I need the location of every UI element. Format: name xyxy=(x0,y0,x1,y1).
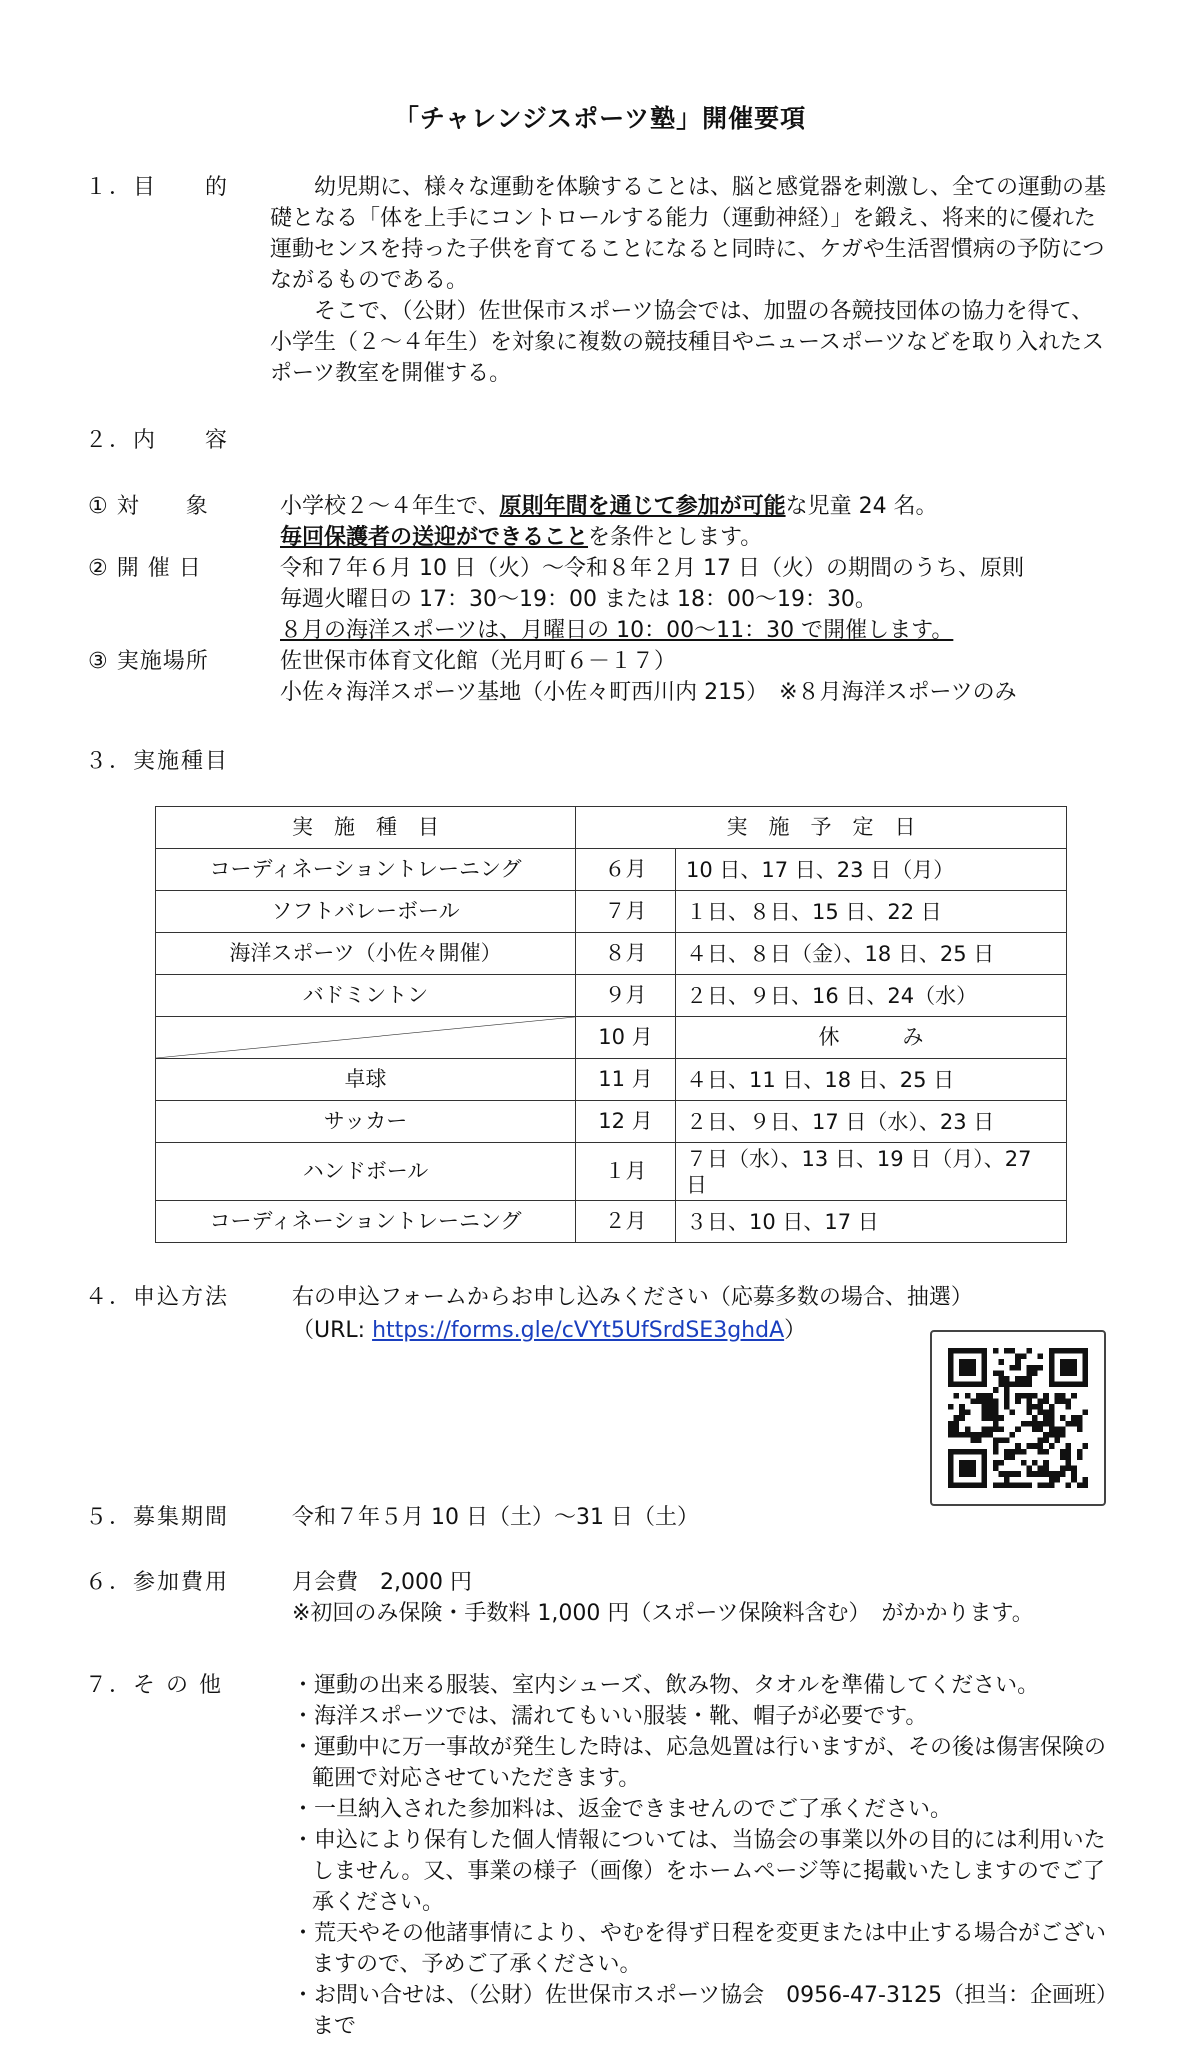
table-row xyxy=(156,1101,1067,1143)
qr-code-icon xyxy=(948,1348,1088,1488)
section-3-label: ３．実施種目 xyxy=(85,749,230,774)
section-6-label: ６．参加費用 xyxy=(85,1570,230,1595)
date-label: ② 開 催 日 xyxy=(88,556,202,581)
date-line-3: ８月の海洋スポーツは、月曜日の 10：00～11：30 で開催します。 xyxy=(280,618,954,643)
row-days: ４日、11 日、18 日、25 日 xyxy=(676,1059,1067,1101)
place-label: ③ 実施場所 xyxy=(88,649,209,674)
list-item: ・運動中に万一事故が発生した時は、応急処置は行いますが、その後は傷害保険の範囲で対応させていただきます。 xyxy=(292,1735,1107,1791)
header-date: 実 施 予 定 日 xyxy=(576,807,1067,849)
section-4-label: ４．申込方法 xyxy=(85,1285,230,1310)
row-month: ２月 xyxy=(576,1201,676,1243)
url-prefix: （URL: xyxy=(292,1318,373,1343)
table-row xyxy=(156,849,1067,891)
row-sport: バドミントン xyxy=(156,975,576,1017)
row-days: 10 日、17 日、23 日（月） xyxy=(676,849,1067,891)
section-2-label: ２．内 容 xyxy=(85,428,230,453)
diagonal-line xyxy=(156,1017,575,1058)
date-line-1: 令和７年６月 10 日（火）～令和８年２月 17 日（火）の期間のうち、原則 xyxy=(280,556,1024,581)
row-month: ７月 xyxy=(576,891,676,933)
row-sport: ハンドボール xyxy=(156,1143,576,1201)
fee-insurance-note: ※初回のみ保険・手数料 1,000 円（スポーツ保険料含む） がかかります。 xyxy=(292,1601,1034,1626)
apply-url-line xyxy=(292,1315,912,1346)
target-condition-text: を条件とします。 xyxy=(588,525,763,550)
row-days: ３日、10 日、17 日 xyxy=(676,1201,1067,1243)
schedule-header-row xyxy=(156,807,1067,849)
list-item: ・荒天やその他諸事情により、やむを得ず日程を変更または中止する場合がございますので、予めご了承ください。 xyxy=(292,1921,1107,1977)
fee-monthly: 月会費 2,000 円 xyxy=(292,1570,472,1595)
row-days: 休 み xyxy=(676,1017,1067,1059)
target-text-a: 小学校２～４年生で、 xyxy=(280,494,500,519)
place-line-2: 小佐々海洋スポーツ基地（小佐々町西川内 215） ※８月海洋スポーツのみ xyxy=(280,680,1017,705)
apply-text: 右の申込フォームからお申し込みください（応募多数の場合、抽選） xyxy=(292,1285,973,1310)
header-sport: 実 施 種 目 xyxy=(156,807,576,849)
table-row xyxy=(156,891,1067,933)
table-row xyxy=(156,975,1067,1017)
target-label: ① 対 象 xyxy=(88,494,209,519)
row-month: 12 月 xyxy=(576,1101,676,1143)
target-text-c: な児童 24 名。 xyxy=(785,494,938,519)
table-row xyxy=(156,1143,1067,1201)
target-line-1 xyxy=(280,491,1120,522)
date-line-2: 毎週火曜日の 17：30～19：00 または 18：00～19：30。 xyxy=(280,587,877,612)
schedule-table xyxy=(155,806,1067,1243)
row-month: １月 xyxy=(576,1143,676,1201)
place-line-1: 佐世保市体育文化館（光月町６－１７） xyxy=(280,649,677,674)
date-text xyxy=(280,553,1120,646)
row-sport: 卓球 xyxy=(156,1059,576,1101)
list-item: ・海洋スポーツでは、濡れてもいい服装・靴、帽子が必要です。 xyxy=(292,1704,928,1729)
target-condition-emphasis: 毎回保護者の送迎ができること xyxy=(280,525,589,550)
row-days: ４日、８日（金）、18 日、25 日 xyxy=(676,933,1067,975)
row-days: ７日（水）、13 日、19 日（月）、27 日 xyxy=(676,1143,1067,1201)
list-item: ・運動の出来る服装、室内シューズ、飲み物、タオルを準備してください。 xyxy=(292,1673,1040,1698)
purpose-paragraph-1: 幼児期に、様々な運動を体験することは、脳と感覚器を刺激し、全ての運動の基礎となる「体を上手にコントロールする能力（運動神経）」を鍛え、将来的に優れた運動センスを持った子供を育てることになると同時に、ケガや生活習慣病の予防につながるものである。 xyxy=(270,175,1107,293)
url-suffix: ） xyxy=(784,1318,807,1343)
row-month: ９月 xyxy=(576,975,676,1017)
form-url-link[interactable]: https://forms.gle/cVYt5UfSrdSE3ghdA xyxy=(372,1318,785,1343)
section-7-label: ７．そ の 他 xyxy=(85,1673,223,1698)
row-month: 10 月 xyxy=(576,1017,676,1059)
table-row xyxy=(156,933,1067,975)
document-title: 「チャレンジスポーツ塾」開催要項 xyxy=(393,104,807,133)
list-item: ・一旦納入された参加料は、返金できませんのでご了承ください。 xyxy=(292,1797,953,1822)
row-month: ８月 xyxy=(576,933,676,975)
target-line-2 xyxy=(280,522,1120,553)
row-sport-empty xyxy=(156,1017,576,1059)
section-5-label: ５．募集期間 xyxy=(85,1505,230,1530)
notes-list xyxy=(292,1670,1122,2042)
fee-text xyxy=(292,1567,1122,1629)
target-text xyxy=(280,491,1120,553)
row-month: ６月 xyxy=(576,849,676,891)
qr-code-frame[interactable] xyxy=(930,1330,1106,1506)
table-row xyxy=(156,1017,1067,1059)
row-days: １日、８日、15 日、22 日 xyxy=(676,891,1067,933)
row-sport: コーディネーショントレーニング xyxy=(156,849,576,891)
list-item: ・お問い合せは、（公財）佐世保市スポーツ協会 0956-47-3125（担当：企画班）まで xyxy=(292,1983,1118,2039)
row-sport: ソフトバレーボール xyxy=(156,891,576,933)
section-1-body xyxy=(270,172,1115,389)
row-days: ２日、９日、17 日（水）、23 日 xyxy=(676,1101,1067,1143)
recruit-period: 令和７年５月 10 日（土）～31 日（土） xyxy=(292,1505,699,1530)
target-text-emphasis: 原則年間を通じて参加が可能 xyxy=(499,494,786,519)
list-item: ・申込により保有した個人情報については、当協会の事業以外の目的には利用いたしません。又、事業の様子（画像）をホームページ等に掲載いたしますのでご了承ください。 xyxy=(292,1828,1106,1915)
purpose-paragraph-2: そこで、（公財）佐世保市スポーツ協会では、加盟の各競技団体の協力を得て、小学生（２～４年生）を対象に複数の競技種目やニュースポーツなどを取り入れたスポーツ教室を開催する。 xyxy=(270,299,1105,386)
row-sport: 海洋スポーツ（小佐々開催） xyxy=(156,933,576,975)
table-row xyxy=(156,1059,1067,1101)
section-1-label: １．目 的 xyxy=(85,175,230,200)
row-month: 11 月 xyxy=(576,1059,676,1101)
table-row xyxy=(156,1201,1067,1243)
row-days: ２日、９日、16 日、24（水） xyxy=(676,975,1067,1017)
place-text xyxy=(280,646,1140,708)
row-sport: コーディネーショントレーニング xyxy=(156,1201,576,1243)
row-sport: サッカー xyxy=(156,1101,576,1143)
